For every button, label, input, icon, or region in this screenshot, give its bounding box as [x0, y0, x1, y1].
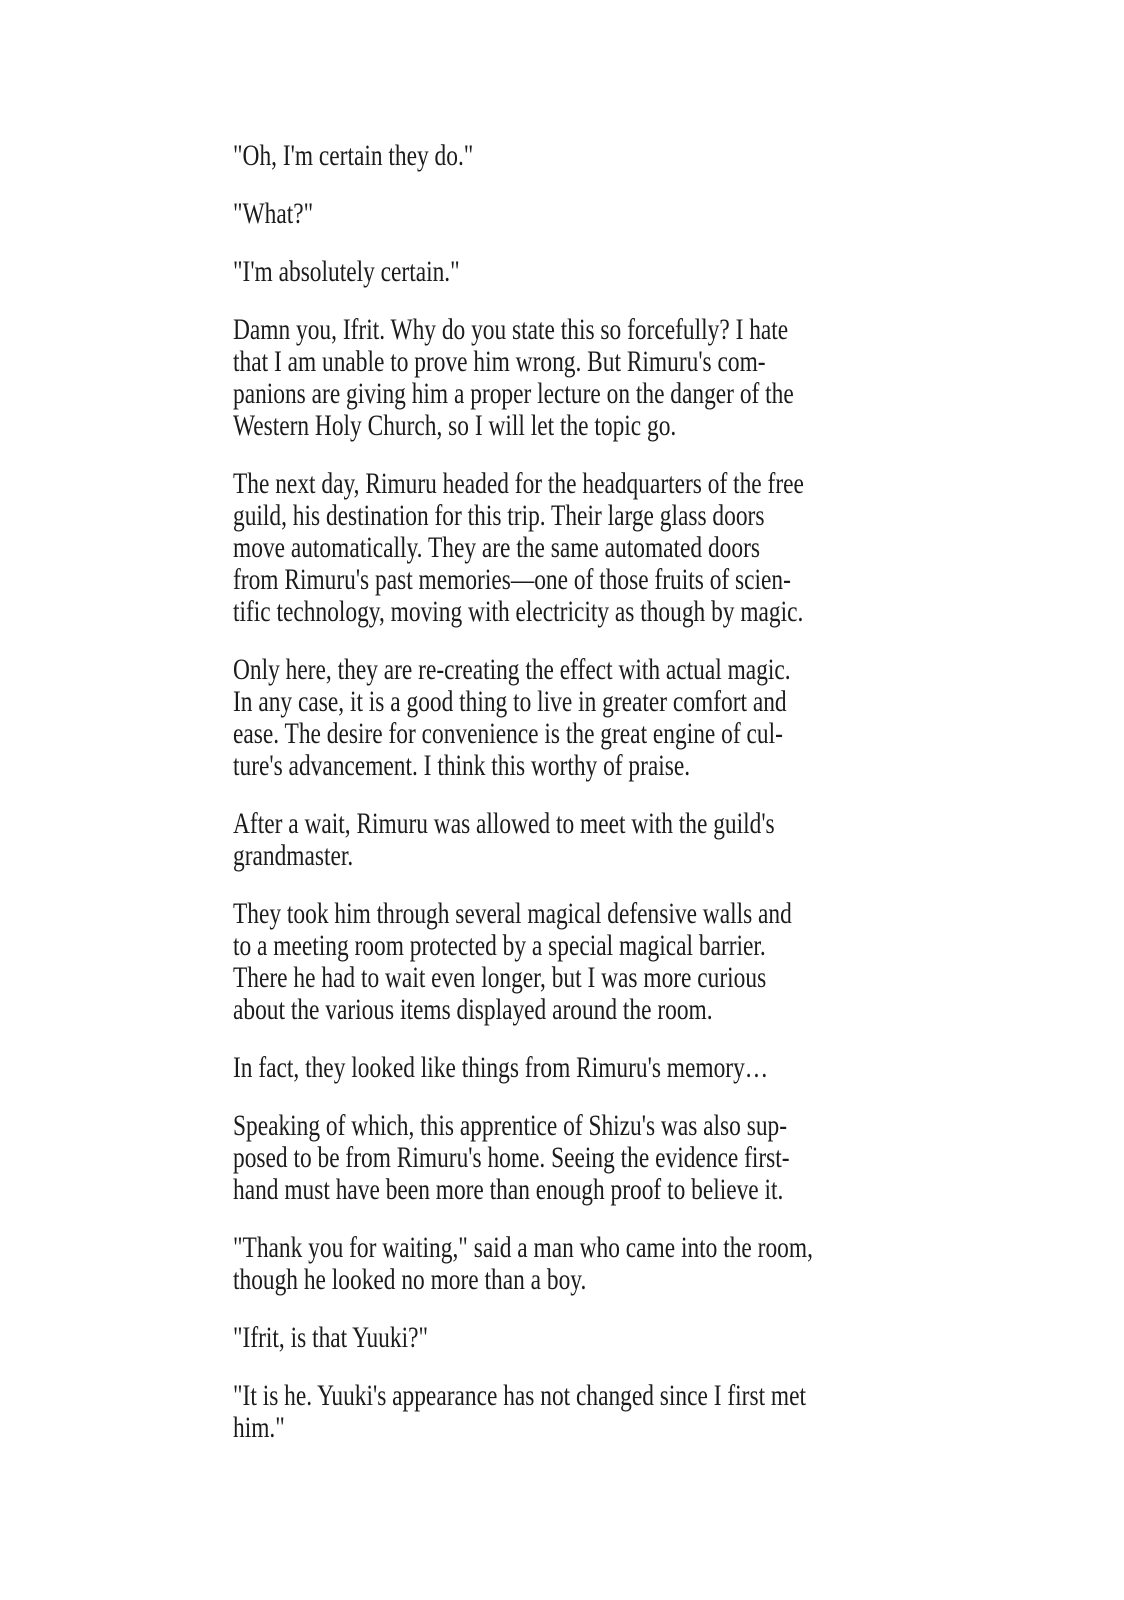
paragraph	[233, 1380, 896, 1444]
text-line: Speaking of which, this apprentice of Shizu's was also sup-	[233, 1109, 788, 1142]
text-line: There he had to wait even longer, but I was more curious	[233, 961, 767, 994]
text-line: hand must have been more than enough proof to believe it.	[233, 1173, 784, 1206]
text-line: panions are giving him a proper lecture on the danger of the	[233, 377, 794, 410]
page-text	[233, 140, 896, 1444]
paragraph	[233, 1322, 896, 1354]
text-line: though he looked no more than a boy.	[233, 1263, 587, 1296]
paragraph	[233, 1052, 896, 1084]
text-line: about the various items displayed around the room.	[233, 993, 713, 1026]
text-line: The next day, Rimuru headed for the headquarters of the free	[233, 467, 804, 500]
text-line: After a wait, Rimuru was allowed to meet with the guild's	[233, 807, 775, 840]
text-line: "Oh, I'm certain they do."	[233, 139, 474, 172]
text-line: Damn you, Ifrit. Why do you state this so forcefully? I hate	[233, 313, 789, 346]
text-line: "Ifrit, is that Yuuki?"	[233, 1321, 429, 1354]
text-line: "It is he. Yuuki's appearance has not changed since I first met	[233, 1379, 807, 1412]
paragraph	[233, 256, 896, 288]
text-line: that I am unable to prove him wrong. But Rimuru's com-	[233, 345, 766, 378]
paragraph	[233, 1232, 896, 1296]
paragraph	[233, 808, 896, 872]
text-line: "I'm absolutely certain."	[233, 255, 460, 288]
paragraph	[233, 314, 896, 442]
text-line: In any case, it is a good thing to live in greater comfort and	[233, 685, 787, 718]
paragraph	[233, 1110, 896, 1206]
text-line: ture's advancement. I think this worthy of praise.	[233, 749, 691, 782]
text-line: posed to be from Rimuru's home. Seeing the evidence first-	[233, 1141, 790, 1174]
text-line: "Thank you for waiting," said a man who came into the room,	[233, 1231, 813, 1264]
paragraph	[233, 654, 896, 782]
text-line: him."	[233, 1411, 285, 1444]
paragraph	[233, 198, 896, 230]
paragraph	[233, 898, 896, 1026]
paragraph	[233, 140, 896, 172]
text-line: from Rimuru's past memories—one of those fruits of scien-	[233, 563, 791, 596]
text-line: guild, his destination for this trip. Their large glass doors	[233, 499, 765, 532]
text-line: "What?"	[233, 197, 314, 230]
text-line: grandmaster.	[233, 839, 354, 872]
paragraph	[233, 468, 896, 628]
text-line: to a meeting room protected by a special magical barrier.	[233, 929, 766, 962]
text-line: In fact, they looked like things from Rimuru's memory…	[233, 1051, 769, 1084]
text-line: ease. The desire for convenience is the great engine of cul-	[233, 717, 783, 750]
text-line: Only here, they are re-creating the effect with actual magic.	[233, 653, 791, 686]
text-line: move automatically. They are the same automated doors	[233, 531, 760, 564]
text-line: They took him through several magical defensive walls and	[233, 897, 792, 930]
text-line: tific technology, moving with electricity as though by magic.	[233, 595, 804, 628]
text-line: Western Holy Church, so I will let the topic go.	[233, 409, 677, 442]
